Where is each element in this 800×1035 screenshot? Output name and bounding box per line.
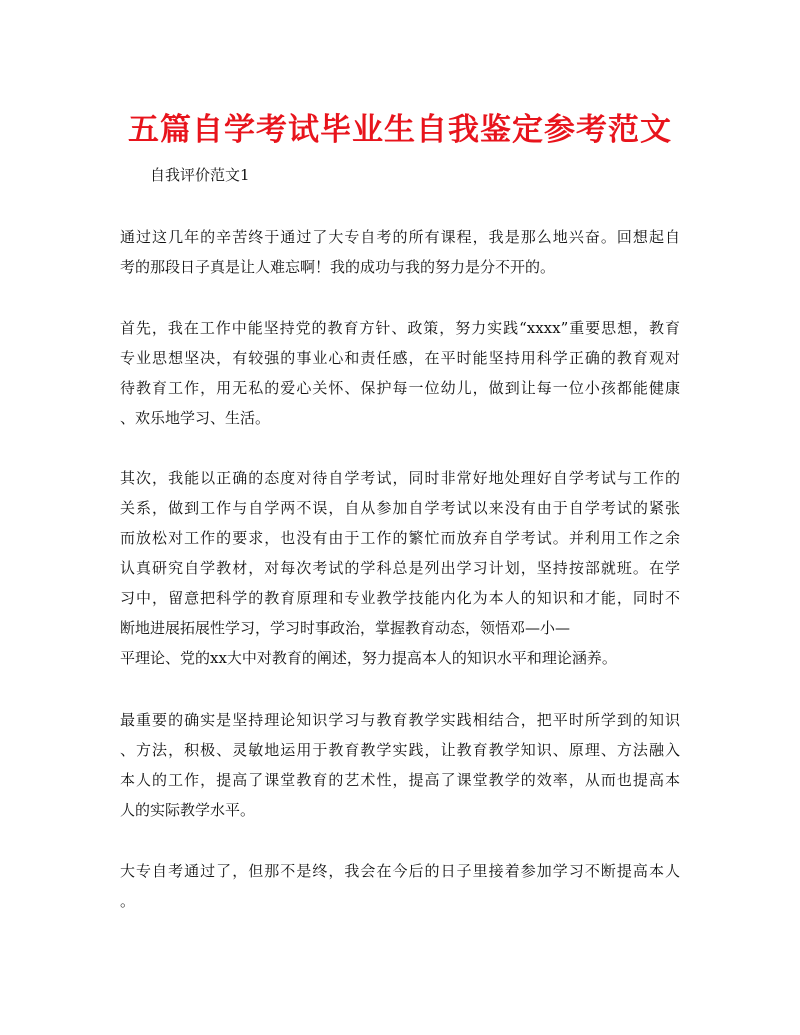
paragraph-1: [120, 222, 680, 282]
paragraph-2: [120, 313, 680, 433]
paragraph-line: 首先，我在工作中能坚持党的教育方针、政策，努力实践“xxxx”重要思想，教育: [120, 319, 680, 337]
paragraph-line: 专业思想坚决，有较强的事业心和责任感，在平时能坚持用科学正确的教育观对: [120, 349, 680, 367]
document-subtitle: 自我评价范文1: [150, 166, 250, 184]
paragraph-4: [120, 705, 680, 825]
paragraph-3: [120, 463, 680, 673]
paragraph-line: 大专自考通过了，但那不是终，我会在今后的日子里接着参加学习不断提高本人: [120, 862, 680, 880]
paragraph-line: 本人的工作，提高了课堂教育的艺术性，提高了课堂教学的效率，从而也提高本: [120, 771, 680, 789]
paragraph-line: 考的那段日子真是让人难忘啊！我的成功与我的努力是分不开的。: [120, 258, 556, 276]
paragraph-line: 通过这几年的辛苦终于通过了大专自考的所有课程，我是那么地兴奋。回想起自: [120, 228, 680, 246]
paragraph-line: 认真研究自学教材，对每次考试的学科总是列出学习计划，坚持按部就班。在学: [120, 559, 680, 577]
document-title: 五篇自学考试毕业生自我鉴定参考范文: [128, 112, 672, 148]
paragraph-line: 、欢乐地学习、生活。: [120, 409, 271, 427]
paragraph-line: 、方法，积极、灵敏地运用于教育教学实践，让教育教学知识、原理、方法融入: [120, 741, 680, 759]
paragraph-line: 断地进展拓展性学习，学习时事政治，掌握教育动态，领悟邓—小—: [120, 619, 571, 637]
paragraph-line: 。: [120, 892, 136, 910]
paragraph-line: 其次，我能以正确的态度对待自学考试，同时非常好地处理好自学考试与工作的: [120, 469, 680, 487]
paragraph-line: 待教育工作，用无私的爱心关怀、保护每一位幼儿，做到让每一位小孩都能健康: [120, 379, 680, 397]
paragraph-line: 关系，做到工作与自学两不误，自从参加自学考试以来没有由于自学考试的紧张: [120, 499, 680, 517]
paragraph-line: 习中，留意把科学的教育原理和专业教学技能内化为本人的知识和才能，同时不: [120, 589, 680, 607]
paragraph-line: 平理论、党的xx大中对教育的阐述，努力提高本人的知识水平和理论涵养。: [120, 649, 617, 667]
paragraph-5: [120, 856, 680, 916]
paragraph-line: 人的实际教学水平。: [120, 801, 256, 819]
paragraph-line: 而放松对工作的要求，也没有由于工作的繁忙而放弃自学考试。并利用工作之余: [120, 529, 680, 547]
paragraph-line: 最重要的确实是坚持理论知识学习与教育教学实践相结合，把平时所学到的知识: [120, 711, 680, 729]
